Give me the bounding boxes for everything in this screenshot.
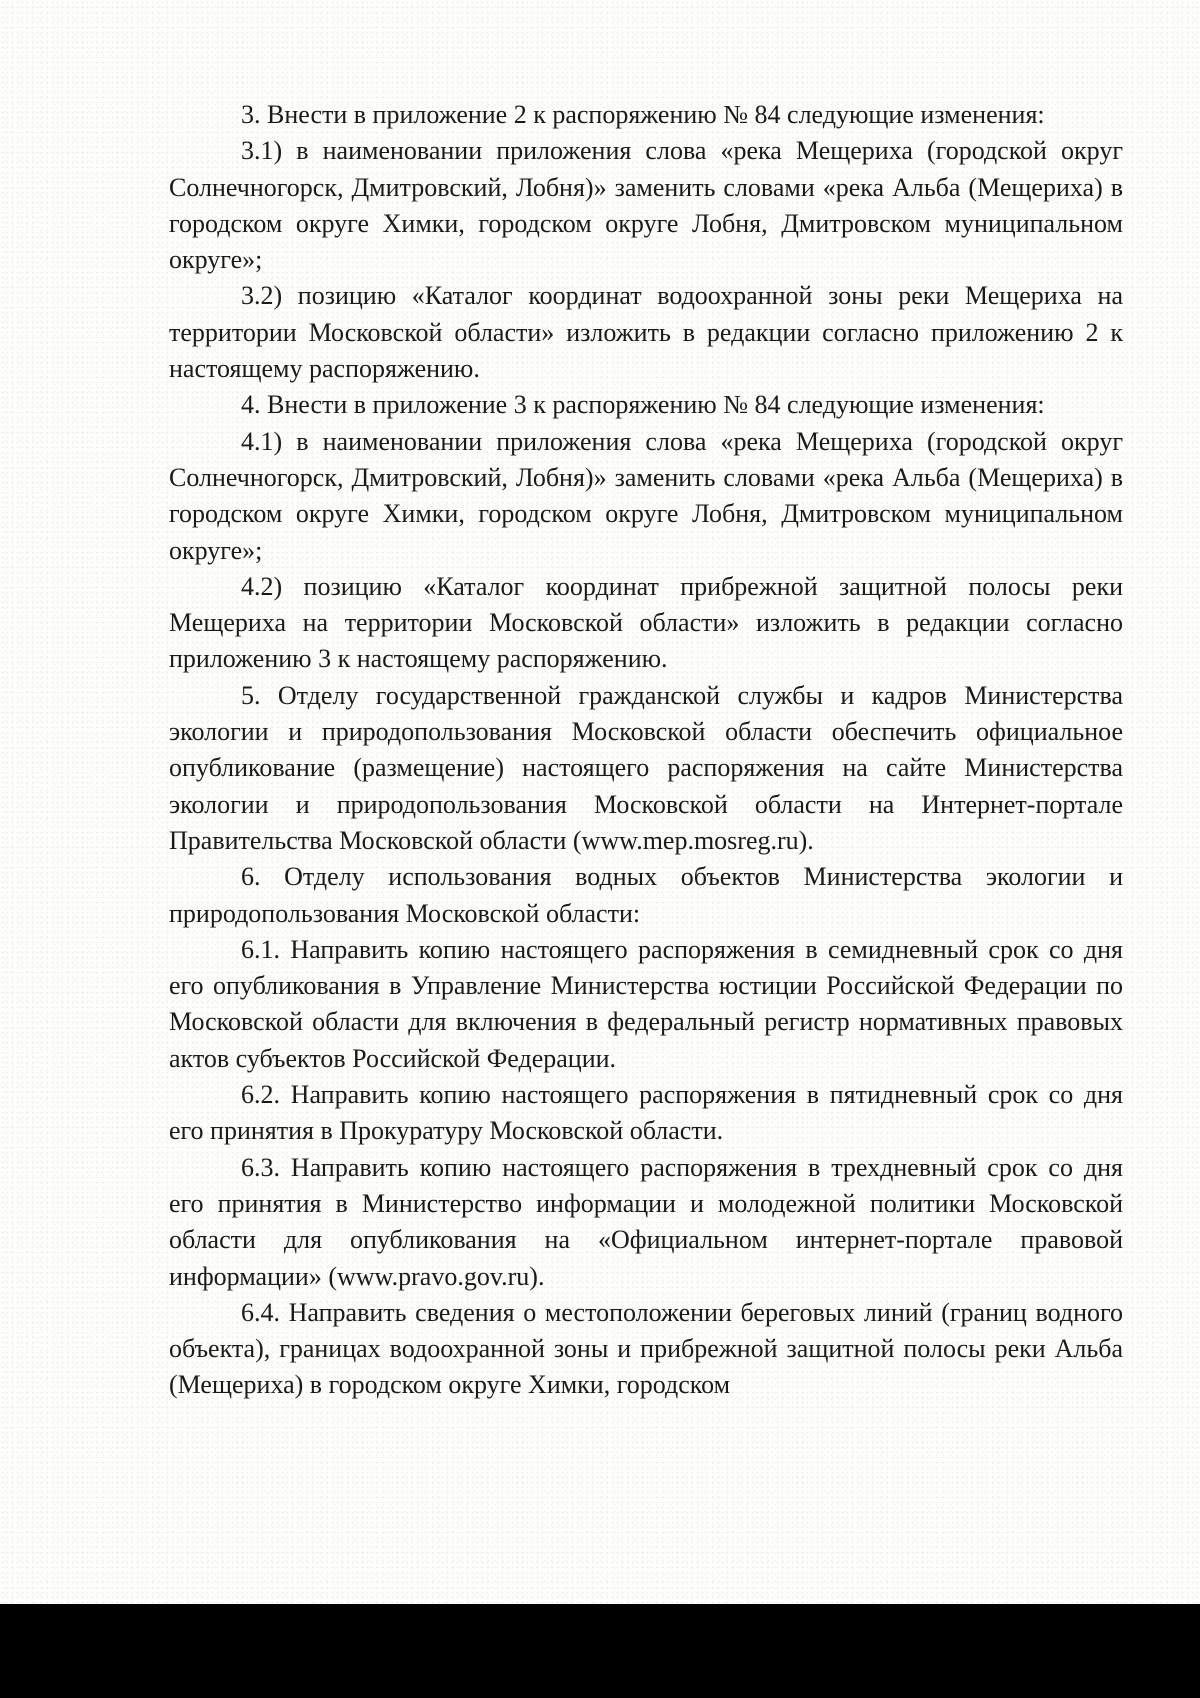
scan-bottom-border bbox=[0, 1604, 1200, 1698]
paragraph-4: 4. Внести в приложение 3 к распоряжению № 84 следующие изменения: bbox=[241, 390, 1045, 420]
paragraph-6-1: 6.1. Направить копию настоящего распоряжения в семидневный срок со дня его опубликования в Управление Министерства юстиции Российской Федерации по Московской области для включения в федеральный регистр нормативных правовых актов субъектов Российской Федерации. bbox=[169, 934, 1123, 1073]
paragraph-6: 6. Отделу использования водных объектов Министерства экологии и природопользования Московской области: bbox=[169, 862, 1123, 928]
paragraph-6-4: 6.4. Направить сведения о местоположении береговых линий (границ водного объекта), границах водоохранной зоны и прибрежной защитной полосы реки Альба (Мещериха) в городском округе Химки, городском bbox=[169, 1297, 1123, 1400]
paragraph-4-1: 4.1) в наименовании приложения слова «река Мещериха (городской округ Солнечногорск, Дмитровский, Лобня)» заменить словами «река Альба (Мещериха) в городском округе Химки, городском округе Лобня, Дмитровском муниципальном округе»; bbox=[169, 426, 1123, 565]
paragraph-4-2: 4.2) позицию «Каталог координат прибрежной защитной полосы реки Мещериха на территории Московской области» изложить в редакции согласно приложению 3 к настоящему распоряжению. bbox=[169, 571, 1123, 674]
paragraph-6-2: 6.2. Направить копию настоящего распоряжения в пятидневный срок со дня его принятия в Прокуратуру Московской области. bbox=[169, 1080, 1123, 1146]
paragraph-5: 5. Отделу государственной гражданской службы и кадров Министерства экологии и природопользования Московской области обеспечить официальное опубликование (размещение) настоящего распоряжения на сайте Министерства экологии и природопользования Московской области на Интернет-портале Правительства Московской области (www.mep.mosreg.ru). bbox=[169, 680, 1123, 855]
document-body bbox=[169, 97, 1123, 1404]
paragraph-3-2: 3.2) позицию «Каталог координат водоохранной зоны реки Мещериха на территории Московской области» изложить в редакции согласно приложению 2 к настоящему распоряжению. bbox=[169, 281, 1123, 384]
paragraph-3: 3. Внести в приложение 2 к распоряжению № 84 следующие изменения: bbox=[241, 100, 1045, 129]
paragraph-3-1: 3.1) в наименовании приложения слова «река Мещериха (городской округ Солнечногорск, Дмитровский, Лобня)» заменить словами «река Альба (Мещериха) в городском округе Химки, городском округе Лобня, Дмитровском муниципальном округе»; bbox=[169, 136, 1123, 275]
paragraph-6-3: 6.3. Направить копию настоящего распоряжения в трехдневный срок со дня его принятия в Министерство информации и молодежной политики Московской области для опубликования на «Официальном интернет-портале правовой информации» (www.pravo.gov.ru). bbox=[169, 1152, 1123, 1291]
